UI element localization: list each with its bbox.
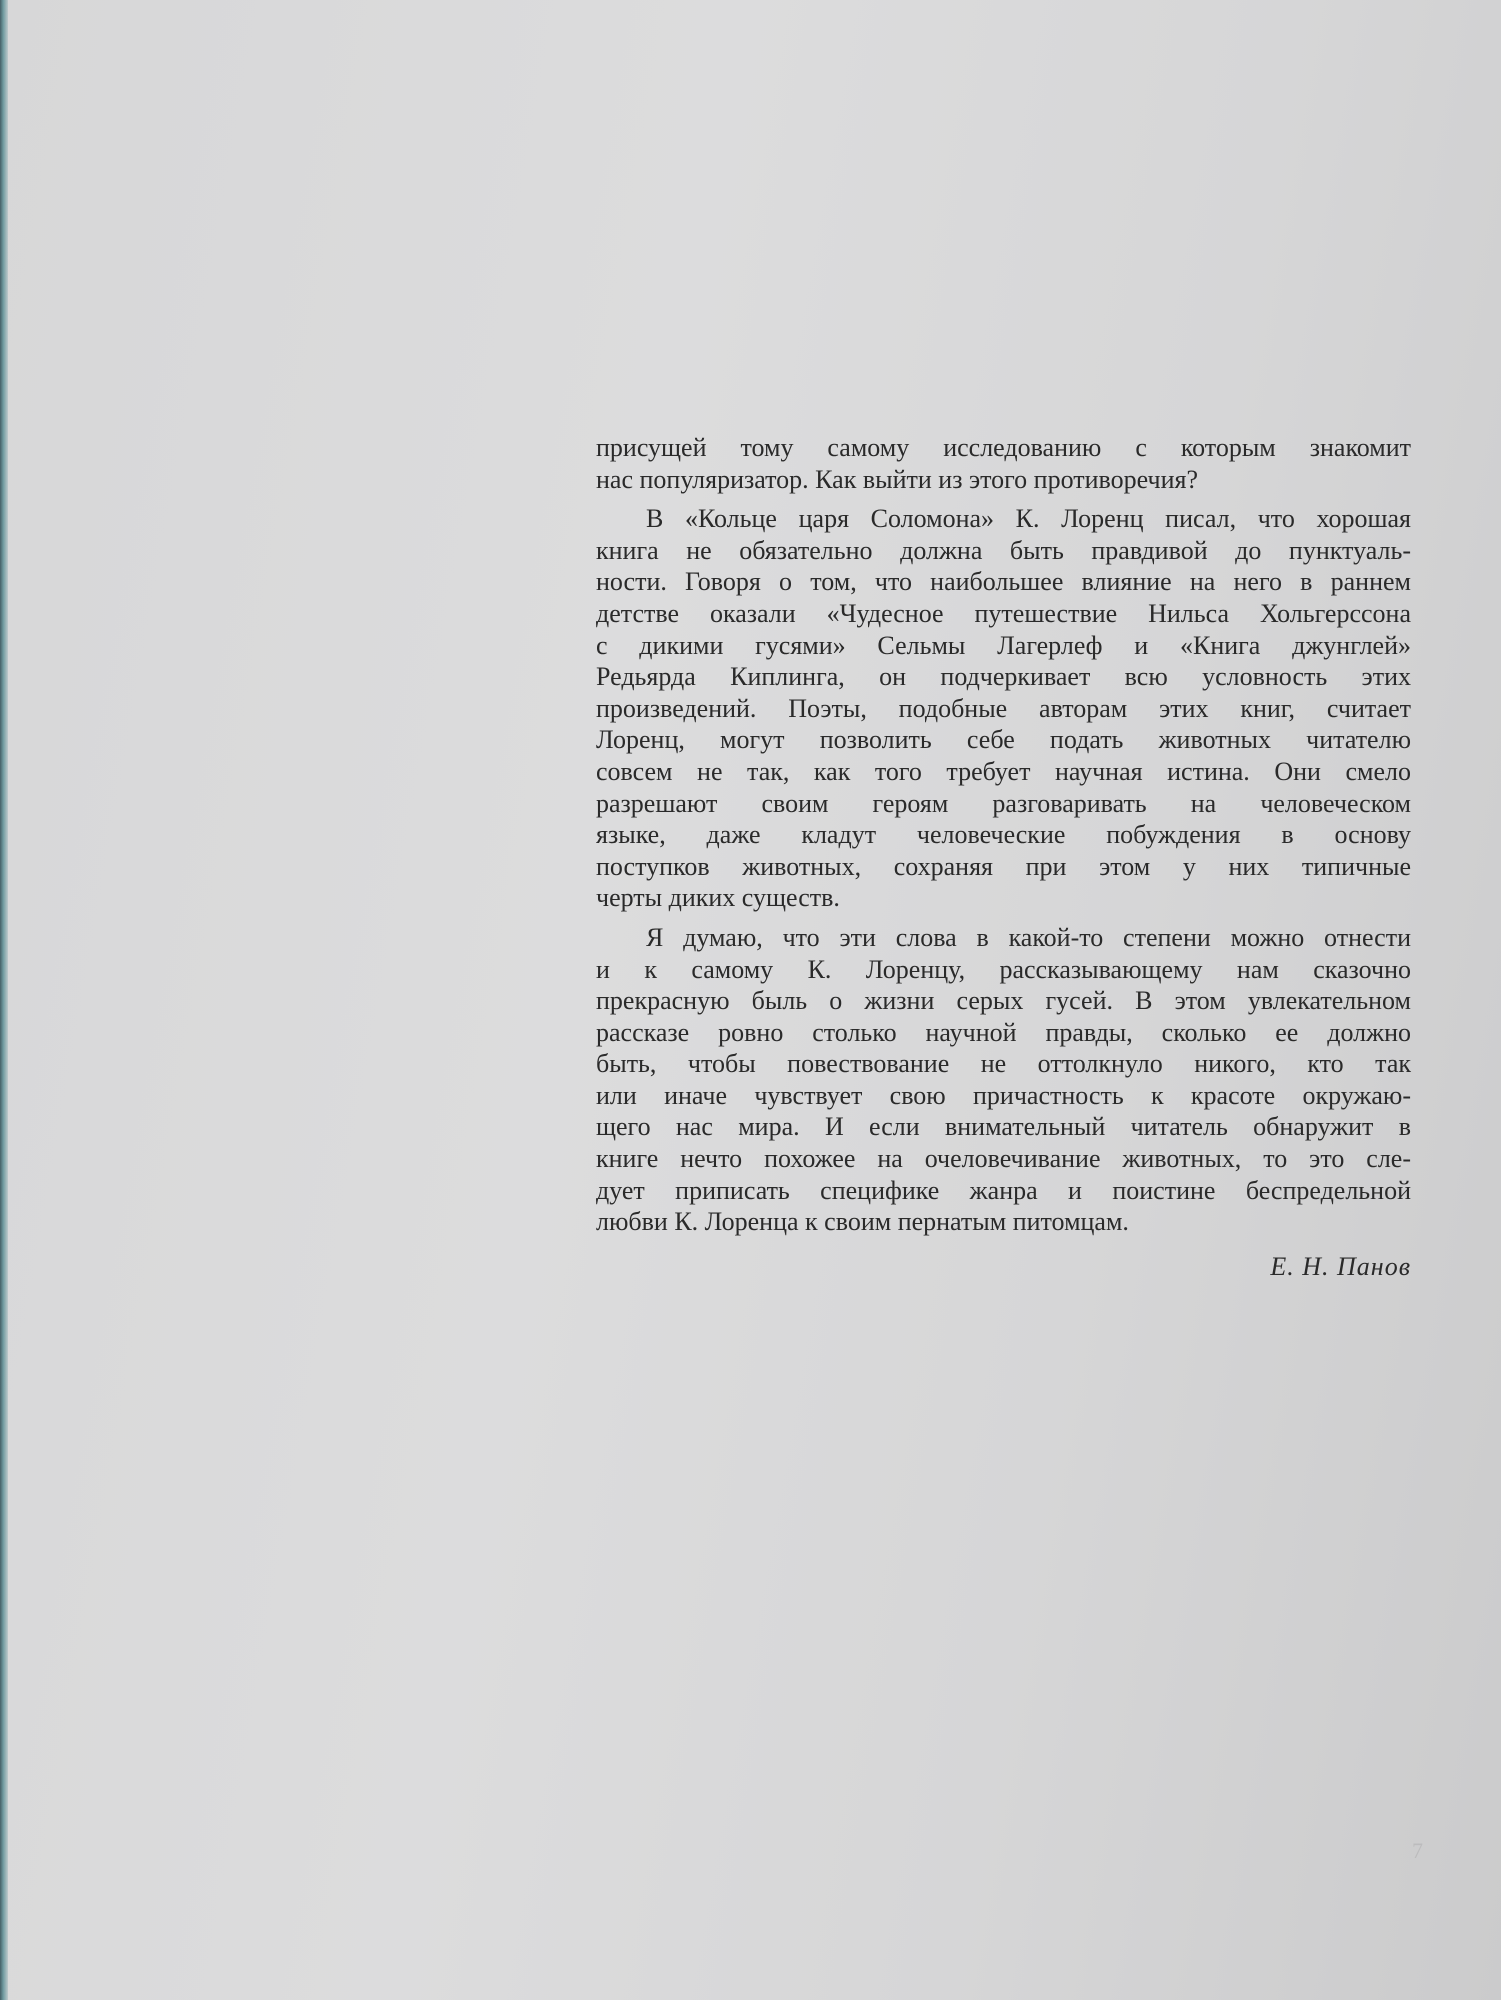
paragraph	[596, 503, 1411, 914]
text-line: произведений. Поэты, подобные авторам этих книг, считает	[596, 693, 1411, 723]
text-line: В «Кольце царя Соломона» К. Лоренц писал, что хорошая	[646, 504, 1411, 534]
text-line: книга не обязательно должна быть правдивой до пунктуаль-	[596, 535, 1411, 565]
text-line: языке, даже кладут человеческие побуждения в основу	[596, 820, 1411, 850]
text-line: книге нечто похожее на очеловечивание животных, то это сле-	[596, 1144, 1411, 1174]
page-number: 7	[1412, 1838, 1423, 1863]
text-line: присущей тому самому исследованию с которым знакомит	[596, 433, 1411, 462]
text-line: рассказе ровно столько научной правды, сколько ее должно	[596, 1017, 1411, 1047]
page-spine-edge	[0, 0, 8, 2000]
text-line: ности. Говоря о том, что наибольшее влияние на него в раннем	[596, 567, 1411, 597]
text-line: прекрасную быль о жизни серых гусей. В этом увлекательном	[596, 986, 1411, 1016]
text-line: и к самому К. Лоренцу, рассказывающему нам сказочно	[596, 954, 1411, 984]
text-line: детстве оказали «Чудесное путешествие Нильса Хольгерссона	[596, 598, 1411, 628]
paragraph	[596, 432, 1411, 495]
text-line: совсем не так, как того требует научная истина. Они смело	[596, 756, 1411, 786]
text-line: нас популяризатор. Как выйти из этого противоречия?	[596, 464, 1198, 494]
text-line: щего нас мира. И если внимательный читатель обнаружит в	[596, 1112, 1411, 1142]
body-text	[596, 432, 1411, 1238]
text-line: Редьярда Киплинга, он подчеркивает всю условность этих	[596, 662, 1411, 692]
text-line: черты диких существ.	[596, 883, 840, 913]
text-line: разрешают своим героям разговаривать на человеческом	[596, 788, 1411, 818]
text-line: Лоренц, могут позволить себе подать животных читателю	[596, 725, 1411, 755]
text-line: Я думаю, что эти слова в какой-то степени можно отнести	[646, 922, 1411, 952]
text-line: или иначе чувствует свою причастность к красоте окружаю-	[596, 1080, 1411, 1110]
text-line: дует приписать специфике жанра и поистине беспредельной	[596, 1175, 1411, 1205]
author-signature: Е. Н. Панов	[1270, 1252, 1411, 1281]
text-line: быть, чтобы повествование не оттолкнуло никого, кто так	[596, 1049, 1411, 1079]
text-line: любви К. Лоренца к своим пернатым питомцам.	[596, 1207, 1129, 1237]
text-line: с дикими гусями» Сельмы Лагерлеф и «Книга джунглей»	[596, 630, 1411, 660]
paragraph	[596, 922, 1411, 1238]
text-line: поступков животных, сохраняя при этом у них типичные	[596, 851, 1411, 881]
